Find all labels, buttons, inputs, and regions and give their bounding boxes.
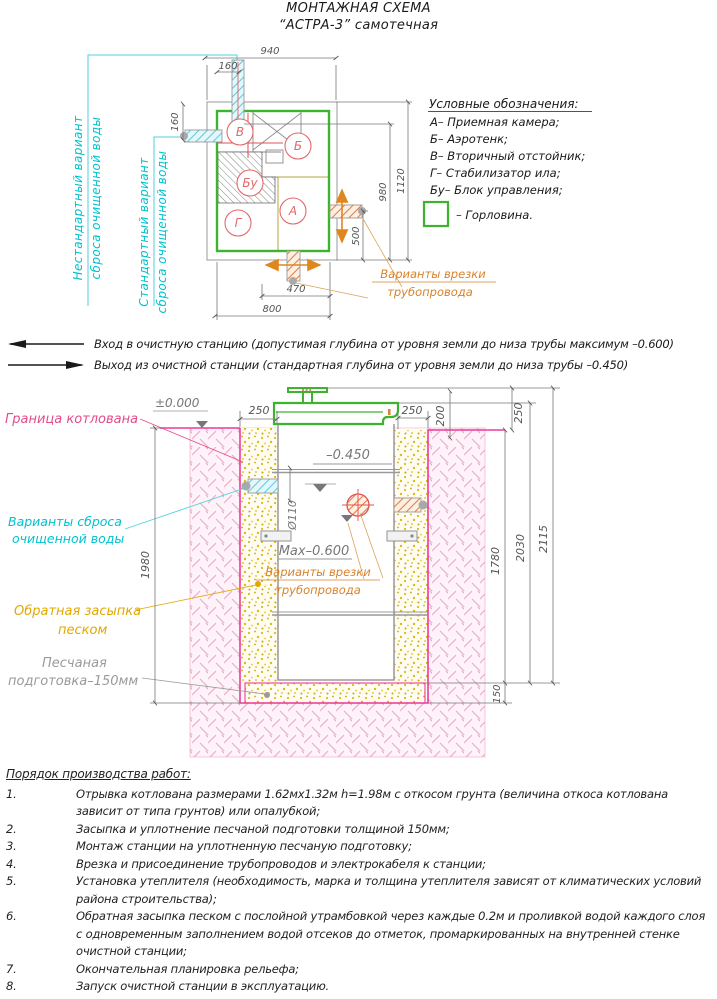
discharge-variants-label-line1: Варианты сброса — [8, 514, 122, 529]
arrow-right-icon — [6, 359, 86, 371]
arrow-left-icon — [6, 338, 86, 350]
dim-2115: 2115 — [537, 525, 550, 553]
dim-470: 470 — [286, 284, 306, 295]
legend-item: Г– Стабилизатор ила; — [430, 166, 561, 180]
level-450-label: –0.450 — [326, 448, 370, 463]
item-text: Запуск очистной станции в эксплуатацию. — [76, 979, 330, 993]
inlet-note-text: Вход в очистную станцию (допустимая глубина от уровня земли до низа трубы максимум –0.600) — [94, 337, 674, 351]
sand-base-layer — [245, 683, 425, 703]
dim-2030: 2030 — [514, 534, 527, 562]
legend-item: Б– Аэротенк; — [430, 132, 508, 146]
work-order-item — [6, 856, 712, 874]
item-text: Установка утеплителя (необходимость, марка и толщина утеплителя зависят от климатических условий района строительства); — [76, 874, 702, 906]
item-number: 5. — [6, 874, 17, 888]
bracket-bolt-left — [264, 534, 267, 537]
dim-980: 980 — [378, 182, 389, 202]
item-text: Окончательная планировка рельефа; — [76, 961, 299, 976]
bracket-bolt-right — [410, 534, 413, 537]
backfill-leader-dot — [255, 581, 261, 587]
pipe-tiein-note-line2: трубопровода — [387, 285, 473, 299]
item-text: Монтаж станции на уплотненную песчаную подготовку; — [76, 839, 412, 853]
neck-symbol — [424, 202, 448, 226]
pipe-tiein-note-section-line2: трубопровода — [275, 583, 361, 597]
item-text: Отрывка котлована размерами 1.62мх1.32м h=1.98м с откосом грунта (величина откоса котлована зависит от типа грунтов) или опалубкой; — [76, 786, 669, 818]
outlet-note-row — [6, 358, 628, 372]
discharge-pipe-section — [248, 479, 278, 493]
item-number: 2. — [6, 821, 17, 836]
compartment-b-label: Б — [293, 139, 303, 153]
sandprep-label-line2: подготовка–150мм — [8, 674, 139, 689]
pipe-direction-arrows — [266, 190, 342, 265]
dim-250-right: 250 — [401, 404, 423, 417]
pipe-tiein-note-line1: Варианты врезки — [380, 267, 486, 281]
page-subtitle: “АСТРА-3” самотечная — [278, 18, 439, 33]
legend-item: Бу– Блок управления; — [430, 183, 563, 197]
standard-discharge-label-line2: сброса очищенной воды — [155, 150, 169, 314]
dim-160-left: 160 — [170, 112, 181, 132]
work-order-title: Порядок производства работ: — [6, 767, 191, 781]
work-order-item — [6, 961, 712, 979]
item-number: 7. — [6, 961, 17, 976]
work-order-item — [6, 873, 712, 908]
sand-backfill-left — [241, 428, 278, 683]
dim-250-left: 250 — [248, 404, 270, 417]
tiein-pipe-section — [394, 498, 421, 512]
sand-backfill-right — [394, 430, 428, 683]
discharge-variants-label-line2: очищенной воды — [12, 531, 125, 546]
work-order-item — [6, 908, 712, 961]
compartment-a-label: А — [288, 204, 298, 218]
item-number: 3. — [6, 839, 17, 853]
work-order-item — [6, 978, 712, 996]
item-text: Обратная засыпка песком с послойной утрамбовкой через каждые 0.2м и проливкой водой каждого слоя с одновременным заполнением водой отсеков до отметок, промаркированных на внутренней стенке очистной станции; — [76, 909, 706, 958]
dim-1980: 1980 — [139, 551, 152, 579]
dim-940: 940 — [260, 46, 280, 57]
pipe-tiein-note-plan — [296, 217, 496, 299]
max-600-label: Max–0.600 — [278, 544, 350, 559]
pipe-tiein-note-section-line1: Варианты врезки — [265, 565, 371, 579]
item-number: 6. — [6, 909, 17, 923]
dim-200: 200 — [434, 405, 447, 427]
tiein-pipe-end — [419, 501, 428, 510]
legend-title: Условные обозначения: — [429, 97, 579, 111]
page-title: МОНТАЖНАЯ СХЕМА — [286, 1, 431, 16]
dim-800: 800 — [262, 304, 282, 315]
item-text: Засыпка и уплотнение песчаной подготовки толщиной 150мм; — [76, 821, 450, 836]
pit-boundary-label: Граница котлована — [5, 412, 139, 427]
compartment-bu-label: Бу — [242, 176, 258, 190]
item-text: Врезка и присоединение трубопроводов и электрокабеля к станции; — [76, 856, 486, 871]
dim-250-far: 250 — [512, 402, 525, 424]
dim-160-top: 160 — [218, 61, 238, 72]
outlet-note-text: Выход из очистной станции (стандартная глубина от уровня земли до низа трубы –0.450) — [94, 358, 629, 372]
legend-item: А– Приемная камера; — [430, 115, 560, 129]
dia-110-label: Ø110 — [286, 500, 299, 530]
compartment-g-label: Г — [234, 216, 242, 230]
tank-lid — [274, 403, 398, 424]
pipe-end-left — [180, 132, 188, 140]
legend — [424, 97, 592, 226]
zero-level-label: ±0.000 — [155, 396, 200, 410]
plan-view-svg — [0, 40, 717, 332]
work-order — [6, 766, 712, 996]
work-order-item — [6, 786, 712, 821]
work-order-item — [6, 838, 712, 856]
backfill-label-line2: песком — [58, 623, 108, 638]
section-view-svg — [0, 383, 717, 765]
item-number: 1. — [6, 786, 17, 801]
dim-150: 150 — [492, 684, 503, 704]
item-number: 4. — [6, 856, 17, 871]
backfill-label-line1: Обратная засыпка — [14, 604, 142, 619]
nonstandard-discharge-label-line1: Нестандартный вариант — [71, 115, 85, 281]
compartment-v-label: В — [235, 125, 245, 139]
dim-1120: 1120 — [396, 168, 407, 194]
lid-latch — [388, 409, 391, 415]
nonstandard-discharge-label-line2: сброса очищенной воды — [89, 116, 103, 280]
dim-1780: 1780 — [489, 547, 502, 575]
legend-neck-label: – Горловина. — [456, 208, 534, 222]
standard-discharge-label-line1: Стандартный вариант — [137, 157, 151, 307]
sandprep-label-line1: Песчаная — [42, 656, 107, 671]
legend-item: В– Вторичный отстойник; — [430, 149, 586, 163]
work-order-item — [6, 821, 712, 839]
dim-500: 500 — [351, 226, 362, 246]
item-number: 8. — [6, 979, 17, 993]
sandprep-leader-dot — [264, 692, 270, 698]
inlet-note-row — [6, 337, 674, 351]
